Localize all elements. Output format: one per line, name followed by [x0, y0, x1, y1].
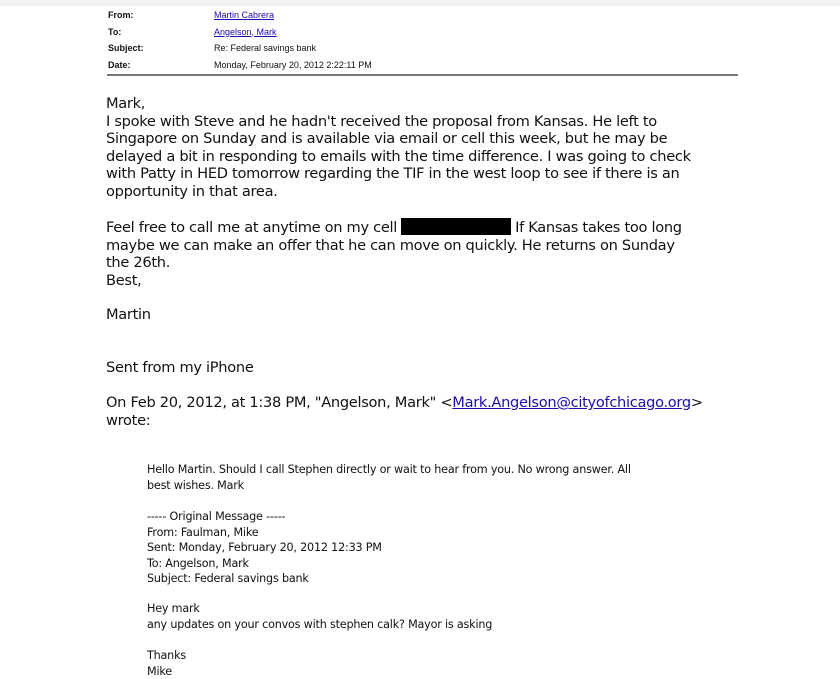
original-line: any updates on your convos with stephen calk? Mayor is asking: [147, 617, 747, 633]
quoted-line: Hello Martin. Should I call Stephen directly or wait to hear from you. No wrong answer. All: [147, 462, 747, 478]
greeting: Mark,: [106, 95, 746, 113]
closing: Best,: [106, 272, 746, 290]
original-message-header: [147, 509, 747, 587]
attribution-line: [106, 394, 746, 412]
to-label: To:: [108, 27, 214, 44]
quoted-body: [147, 462, 747, 493]
attribution-wrote: wrote:: [106, 412, 746, 430]
reply-paragraph-2: [106, 218, 746, 289]
signature-block: [106, 306, 746, 324]
phone-intro-text: Feel free to call me at anytime on my cell: [106, 219, 397, 236]
page-top-band: [0, 0, 840, 6]
header-subject-row: [108, 43, 372, 60]
body-line: opportunity in that area.: [106, 183, 746, 201]
body-line: I spoke with Steve and he hadn't received the proposal from Kansas. He left to: [106, 113, 746, 131]
body-line: with Patty in HED tomorrow regarding the TIF in the west loop to see if there is an: [106, 165, 746, 183]
original-sent: Sent: Monday, February 20, 2012 12:33 PM: [147, 540, 747, 556]
to-link[interactable]: Angelson, Mark: [214, 27, 277, 44]
header-from-row: [108, 10, 372, 27]
from-link[interactable]: Martin Cabrera: [214, 10, 274, 27]
body-line: Singapore on Sunday and is available via email or cell this week, but he may be: [106, 130, 746, 148]
sent-from: Sent from my iPhone: [106, 359, 746, 377]
original-sign-off: [147, 648, 747, 679]
sign-off-name: Mike: [147, 664, 747, 679]
sent-from-block: [106, 359, 746, 377]
original-to: To: Angelson, Mark: [147, 556, 747, 572]
email-link[interactable]: Mark.Angelson@cityofchicago.org: [452, 394, 691, 411]
from-label: From:: [108, 10, 214, 27]
reply-paragraph-1: [106, 95, 746, 200]
quoted-line: best wishes. Mark: [147, 478, 747, 494]
original-message-separator: ----- Original Message -----: [147, 509, 747, 525]
body-line-with-redaction: [106, 218, 746, 237]
header-divider: [107, 74, 738, 76]
date-value: Monday, February 20, 2012 2:22:11 PM: [214, 60, 372, 77]
subject-label: Subject:: [108, 43, 214, 60]
attribution-prefix: On Feb 20, 2012, at 1:38 PM, "Angelson, Mark" <: [106, 394, 452, 411]
body-line: the 26th.: [106, 254, 746, 272]
subject-value: Re: Federal savings bank: [214, 43, 316, 60]
redaction-box: [401, 218, 511, 235]
original-message-body: [147, 601, 747, 632]
body-line: delayed a bit in responding to emails with the time difference. I was going to check: [106, 148, 746, 166]
attribution-suffix: >: [691, 394, 703, 411]
sign-off-line: Thanks: [147, 648, 747, 664]
email-header: [108, 10, 372, 76]
date-label: Date:: [108, 60, 214, 77]
signature: Martin: [106, 306, 746, 324]
original-subject: Subject: Federal savings bank: [147, 571, 747, 587]
attribution-block: [106, 394, 746, 429]
kansas-text: If Kansas takes too long: [515, 219, 682, 236]
original-line: Hey mark: [147, 601, 747, 617]
body-line: maybe we can make an offer that he can move on quickly. He returns on Sunday: [106, 237, 746, 255]
original-from: From: Faulman, Mike: [147, 525, 747, 541]
header-to-row: [108, 27, 372, 44]
